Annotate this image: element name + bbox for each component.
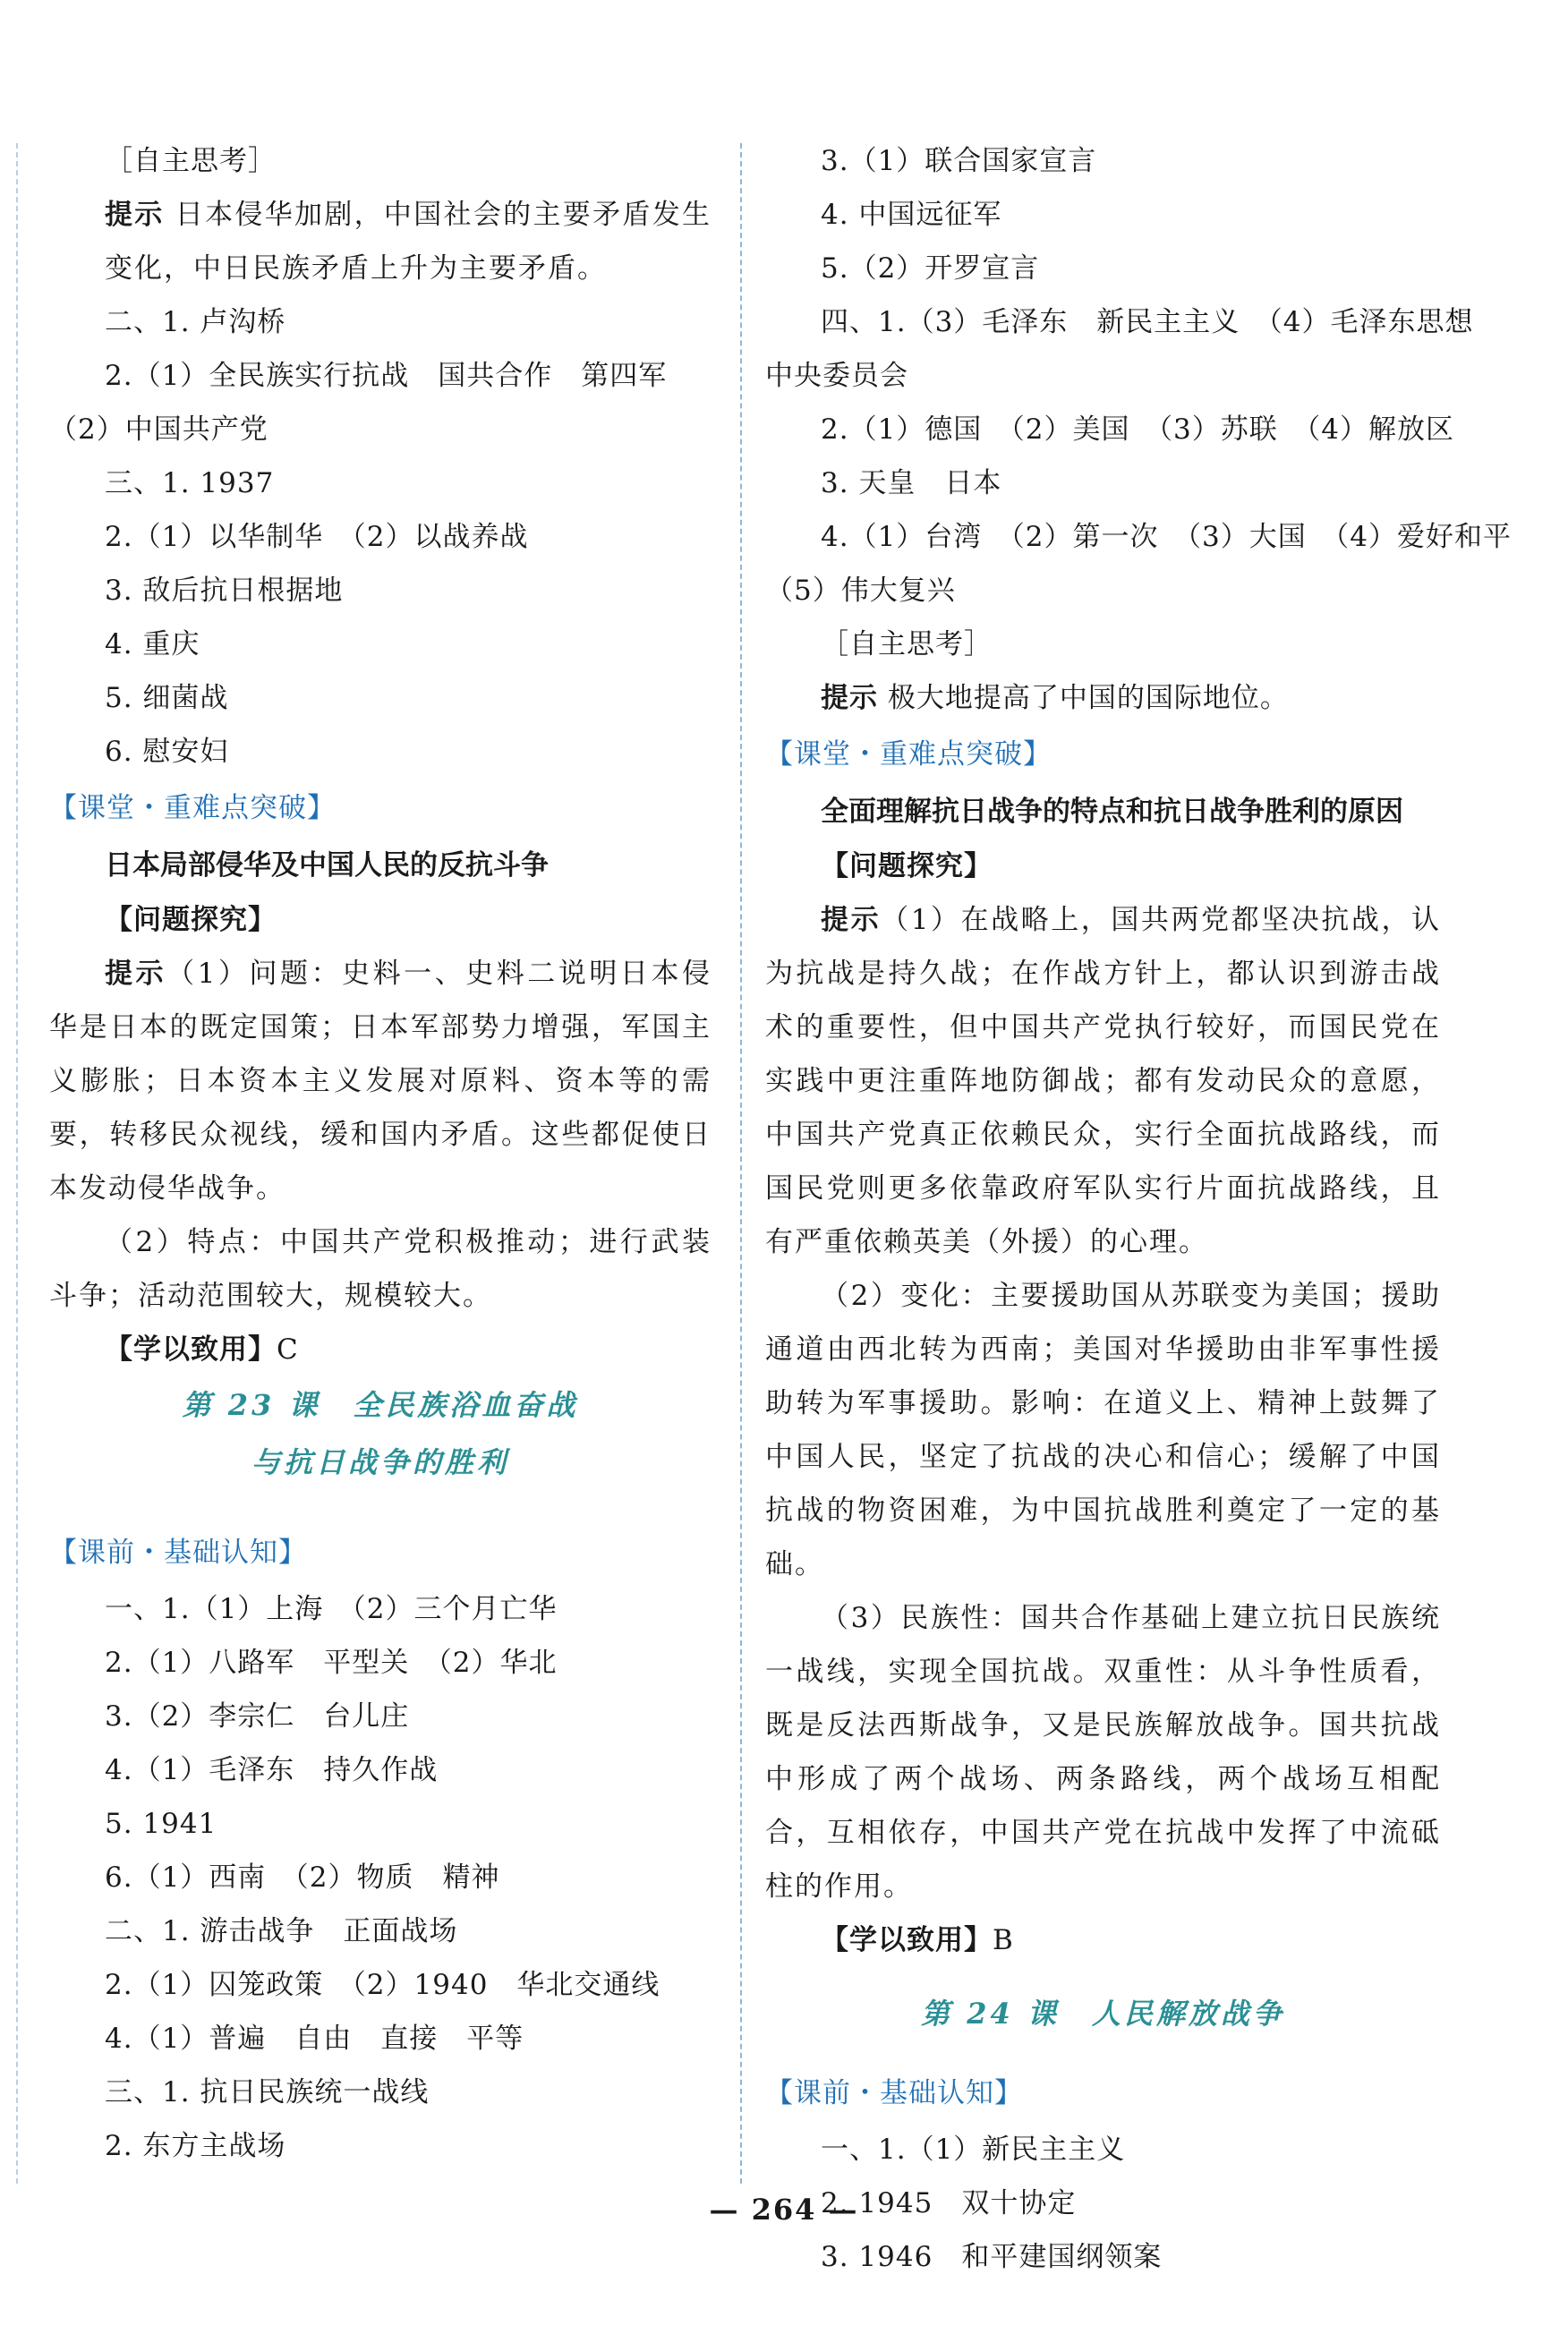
inquiry-text: （1）问题：史料一、史料二说明日本侵华是日本的既定国策；日本军部势力增强，军国主义膨胀；日本资本主义发展对原料、资本等的需要，转移民众视线，缓和国内矛盾。这些都促使日本发动侵华战争。	[49, 958, 712, 1205]
hint-label: 提示	[821, 682, 878, 714]
lesson-title: 第 24 课 人民解放战争	[921, 1997, 1285, 2031]
answer-line: 2.（1）八路军 平型关 （2）华北	[105, 1647, 558, 1679]
answer-line: 二、1. 游击战争 正面战场	[105, 1915, 458, 1947]
hint-paragraph	[49, 188, 712, 295]
hint-label: 提示	[821, 904, 882, 936]
apply-answer: C	[277, 1333, 299, 1366]
self-think-heading: ［自主思考］	[821, 628, 993, 660]
answer-line: 中央委员会	[765, 360, 908, 392]
answer-line: 三、1. 1937	[105, 467, 275, 499]
answer-line: 3. 天皇 日本	[821, 467, 1002, 499]
answer-line: 2.（1）全民族实行抗战 国共合作 第四军	[105, 360, 668, 392]
left-margin-rule	[16, 143, 18, 2184]
answer-line: 四、1.（3）毛泽东 新民主主义 （4）毛泽东思想	[821, 306, 1474, 338]
hint-label: 提示	[105, 958, 167, 990]
answer-line: 2.（1）以华制华 （2）以战养战	[105, 521, 529, 553]
inquiry-answer-1	[765, 893, 1441, 1269]
answer-line: 4.（1）毛泽东 持久作战	[105, 1754, 439, 1786]
answer-line: 2. 1945 双十协定	[821, 2187, 1077, 2219]
apply-label: 【学以致用】	[105, 1333, 277, 1366]
lesson-subtitle: 与抗日战争的胜利	[251, 1445, 509, 1479]
topic-title: 全面理解抗日战争的特点和抗日战争胜利的原因	[821, 796, 1403, 828]
topic-title: 日本局部侵华及中国人民的反抗斗争	[105, 849, 549, 882]
answer-line: 4.（1）普遍 自由 直接 平等	[105, 2023, 524, 2055]
page-number: — 264 —	[709, 2193, 859, 2227]
answer-line: 5. 1941	[105, 1808, 217, 1840]
answer-line: 2.（1）囚笼政策 （2）1940 华北交通线	[105, 1969, 660, 2001]
answer-line: 3.（1）联合国家宣言	[821, 145, 1097, 177]
right-column	[765, 134, 1512, 2284]
self-think-heading: ［自主思考］	[105, 145, 277, 177]
answer-line: 一、1.（1）上海 （2）三个月亡华	[105, 1593, 558, 1625]
answer-line: （2）中国共产党	[49, 413, 268, 446]
answer-line: 4. 重庆	[105, 628, 200, 660]
answer-line: 4. 中国远征军	[821, 199, 1002, 231]
answer-line: 三、1. 抗日民族统一战线	[105, 2076, 430, 2108]
section-heading-classroom: 【课堂・重难点突破】	[49, 792, 336, 824]
answer-line: 5. 细菌战	[105, 682, 229, 714]
left-column	[49, 134, 712, 2173]
inquiry-answer-2: （2）变化：主要援助国从苏联变为美国；援助通道由西北转为西南；美国对华援助由非军事性援助转为军事援助。影响：在道义上、精神上鼓舞了中国人民，坚定了抗战的决心和信心；缓解了中国抗战的物资困难，为中国抗战胜利奠定了一定的基础。	[765, 1280, 1441, 1580]
answer-line: 3. 1946 和平建国纲领案	[821, 2241, 1163, 2273]
inquiry-answer-1	[49, 947, 712, 1215]
answer-line: 6. 慰安妇	[105, 736, 229, 768]
inquiry-label: 【问题探究】	[821, 850, 993, 882]
answer-line: 2. 东方主战场	[105, 2130, 286, 2162]
answer-line: （5）伟大复兴	[765, 575, 956, 607]
apply-answer: B	[993, 1924, 1014, 1956]
inquiry-answer-2: （2）特点：中国共产党积极推动；进行武装斗争；活动范围较大，规模较大。	[49, 1226, 712, 1312]
inquiry-text: （1）在战略上，国共两党都坚决抗战，认为抗战是持久战；在作战方针上，都认识到游击战术的重要性，但中国共产党执行较好，而国民党在实践中更注重阵地防御战；都有发动民众的意愿，中国共产党真正依赖民众，实行全面抗战路线，而国民党则更多依靠政府军队实行片面抗战路线，且有严重依赖英美（外援）的心理。	[765, 904, 1442, 1258]
answer-line: 二、1. 卢沟桥	[105, 306, 286, 338]
hint-text: 极大地提高了中国的国际地位。	[878, 682, 1289, 714]
apply-line	[49, 1323, 712, 1376]
apply-line	[765, 1913, 1441, 1967]
answer-line: 2.（1）德国 （2）美国 （3）苏联 （4）解放区	[821, 413, 1454, 446]
section-heading-pre-class: 【课前・基础认知】	[765, 2077, 1023, 2109]
section-heading-classroom: 【课堂・重难点突破】	[765, 738, 1052, 771]
answer-line: 3. 敌后抗日根据地	[105, 575, 344, 607]
inquiry-label: 【问题探究】	[105, 904, 277, 936]
answer-line: 5.（2）开罗宣言	[821, 252, 1040, 285]
answer-line: 4.（1）台湾 （2）第一次 （3）大国 （4）爱好和平	[821, 521, 1512, 553]
answer-line: 3.（2）李宗仁 台儿庄	[105, 1700, 410, 1733]
section-heading-pre-class: 【课前・基础认知】	[49, 1537, 307, 1569]
apply-label: 【学以致用】	[821, 1924, 993, 1956]
hint-text: 日本侵华加剧，中国社会的主要矛盾发生变化，中日民族矛盾上升为主要矛盾。	[105, 199, 712, 285]
hint-line	[765, 671, 1441, 725]
answer-line: 一、1.（1）新民主主义	[821, 2134, 1126, 2166]
column-divider	[740, 143, 742, 2184]
answer-line: 6.（1）西南 （2）物质 精神	[105, 1861, 500, 1894]
lesson-title: 第 23 课 全民族浴血奋战	[182, 1388, 579, 1422]
inquiry-answer-3: （3）民族性：国共合作基础上建立抗日民族统一战线，实现全国抗战。双重性：从斗争性质看，既是反法西斯战争，又是民族解放战争。国共抗战中形成了两个战场、两条路线，两个战场互相配合，互相依存，中国共产党在抗战中发挥了中流砥柱的作用。	[765, 1602, 1441, 1903]
hint-label: 提示	[105, 199, 165, 231]
